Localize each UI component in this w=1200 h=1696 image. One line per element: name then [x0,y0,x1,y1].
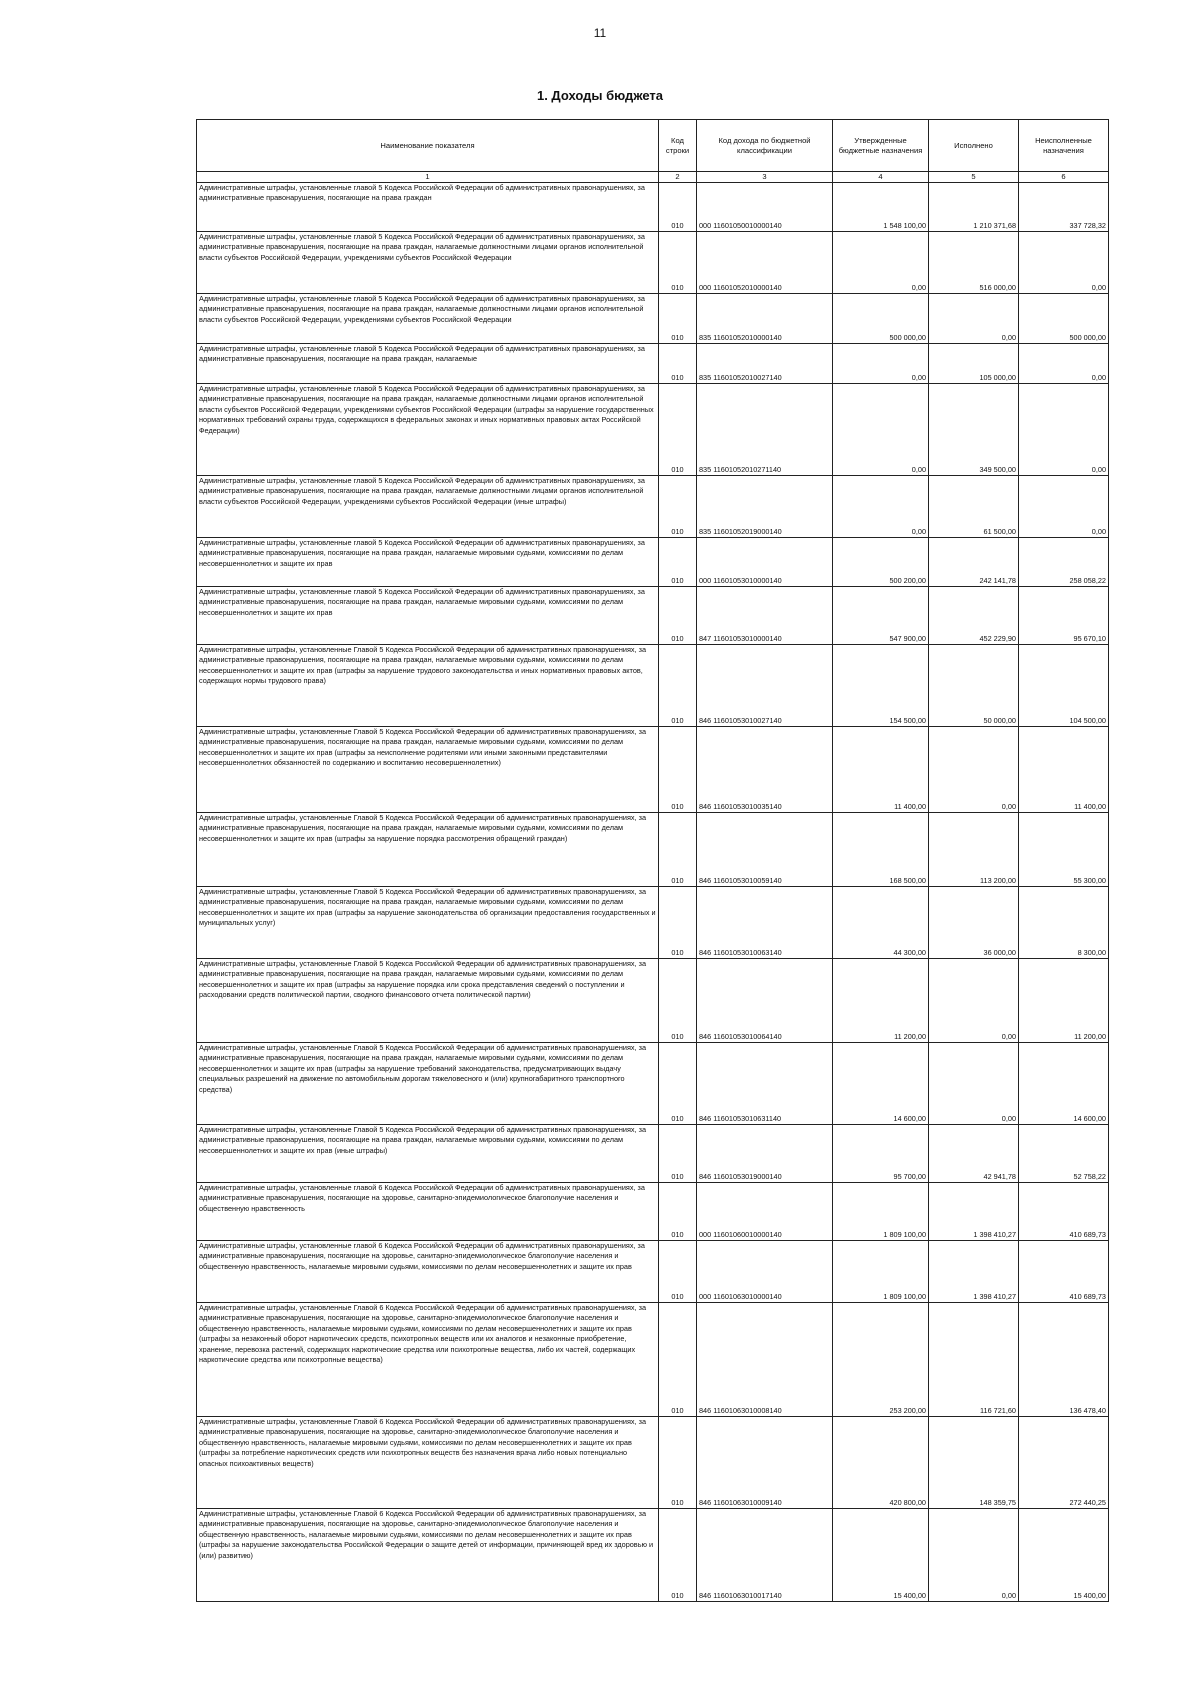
row-approved-cell: 44 300,00 [833,887,929,959]
row-unexecuted-cell: 410 689,73 [1019,1241,1109,1303]
table-row [197,1241,1109,1303]
row-name-cell: Административные штрафы, установленные главой 5 Кодекса Российской Федерации об административных правонарушениях, за административные правонарушения, посягающие на права граждан, налагаемые должностными лицами органов исполнительной власти субъектов Российской Федерации, учреждениями субъектов Российской Федерации (иные штрафы) [197,476,659,538]
row-classification-cell: 846 11601053010035140 [697,727,833,813]
row-classification-cell: 835 11601052010000140 [697,294,833,344]
header-executed: Исполнено [929,120,1019,172]
row-line-code-cell: 010 [659,727,697,813]
row-name-cell: Административные штрафы, установленные главой 6 Кодекса Российской Федерации об административных правонарушениях, за административные правонарушения, посягающие на здоровье, санитарно-эпидемиологическое благополучие населения и общественную нравственность [197,1183,659,1241]
row-approved-cell: 15 400,00 [833,1509,929,1602]
table-row [197,344,1109,384]
row-unexecuted-cell: 410 689,73 [1019,1183,1109,1241]
table-row [197,1417,1109,1509]
row-name-cell: Административные штрафы, установленные главой 5 Кодекса Российской Федерации об административных правонарушениях, за административные правонарушения, посягающие на права граждан, налагаемые должностными лицами органов исполнительной власти субъектов Российской Федерации, учреждениями субъектов Российской Федерации (штрафы за нарушение государственных нормативных требований охраны труда, содержащихся в федеральных законах и иных нормативных правовых актах Российской Федерации) [197,384,659,476]
row-name-cell: Административные штрафы, установленные главой 6 Кодекса Российской Федерации об административных правонарушениях, за административные правонарушения, посягающие на здоровье, санитарно-эпидемиологическое благополучие населения и общественную нравственность, налагаемые мировыми судьями, комиссиями по делам несовершеннолетних и защите их прав [197,1241,659,1303]
row-line-code-cell: 010 [659,645,697,727]
column-number: 5 [929,172,1019,183]
header-line-code: Код строки [659,120,697,172]
header-name: Наименование показателя [197,120,659,172]
row-approved-cell: 11 200,00 [833,959,929,1043]
row-name-cell: Административные штрафы, установленные Главой 5 Кодекса Российской Федерации об административных правонарушениях, за административные правонарушения, посягающие на права граждан, налагаемые мировыми судьями, комиссиями по делам несовершеннолетних и защите их прав (иные штрафы) [197,1125,659,1183]
row-approved-cell: 0,00 [833,384,929,476]
row-executed-cell: 0,00 [929,1509,1019,1602]
row-line-code-cell: 010 [659,232,697,294]
row-executed-cell: 1 210 371,68 [929,183,1019,232]
row-unexecuted-cell: 14 600,00 [1019,1043,1109,1125]
row-unexecuted-cell: 104 500,00 [1019,645,1109,727]
row-classification-cell: 846 11601063010017140 [697,1509,833,1602]
table-row [197,1303,1109,1417]
page-number: 11 [593,26,607,40]
row-approved-cell: 0,00 [833,344,929,384]
row-line-code-cell: 010 [659,813,697,887]
row-approved-cell: 168 500,00 [833,813,929,887]
row-executed-cell: 105 000,00 [929,344,1019,384]
row-classification-cell: 835 11601052010027140 [697,344,833,384]
row-unexecuted-cell: 258 058,22 [1019,538,1109,587]
table-row [197,1043,1109,1125]
column-number: 3 [697,172,833,183]
row-unexecuted-cell: 8 300,00 [1019,887,1109,959]
column-number: 6 [1019,172,1109,183]
row-classification-cell: 846 11601053010063140 [697,887,833,959]
row-line-code-cell: 010 [659,887,697,959]
row-classification-cell: 846 11601053019000140 [697,1125,833,1183]
table-row [197,727,1109,813]
row-line-code-cell: 010 [659,1417,697,1509]
row-executed-cell: 1 398 410,27 [929,1183,1019,1241]
row-line-code-cell: 010 [659,1043,697,1125]
row-classification-cell: 000 11601060010000140 [697,1183,833,1241]
row-classification-cell: 846 11601063010008140 [697,1303,833,1417]
row-name-cell: Административные штрафы, установленные Главой 5 Кодекса Российской Федерации об административных правонарушениях, за административные правонарушения, посягающие на права граждан, налагаемые мировыми судьями, комиссиями по делам несовершеннолетних и защите их прав (штрафы за нарушение порядка рассмотрения обращений граждан) [197,813,659,887]
row-executed-cell: 349 500,00 [929,384,1019,476]
row-line-code-cell: 010 [659,587,697,645]
row-line-code-cell: 010 [659,959,697,1043]
row-executed-cell: 113 200,00 [929,813,1019,887]
row-approved-cell: 0,00 [833,476,929,538]
table-row [197,384,1109,476]
row-name-cell: Административные штрафы, установленные Главой 6 Кодекса Российской Федерации об административных правонарушениях, за административные правонарушения, посягающие на здоровье, санитарно-эпидемиологическое благополучие населения и общественную нравственность, налагаемые мировыми судьями, комиссиями по делам несовершеннолетних и защите их прав (штрафы за нарушение законодательства Российской Федерации о защите детей от информации, причиняющей вред их здоровью и (или) развитию) [197,1509,659,1602]
header-classification-code: Код дохода по бюджетной классификации [697,120,833,172]
row-approved-cell: 500 200,00 [833,538,929,587]
table-row [197,538,1109,587]
document-title: 1. Доходы бюджета [536,88,664,103]
row-classification-cell: 846 11601053010059140 [697,813,833,887]
row-name-cell: Административные штрафы, установленные Главой 5 Кодекса Российской Федерации об административных правонарушениях, за административные правонарушения, посягающие на права граждан, налагаемые мировыми судьями, комиссиями по делам несовершеннолетних и защите их прав (штрафы за нарушение трудового законодательства и иных нормативных правовых актов, содержащих нормы трудового права) [197,645,659,727]
row-approved-cell: 1 809 100,00 [833,1183,929,1241]
row-unexecuted-cell: 95 670,10 [1019,587,1109,645]
row-classification-cell: 000 11601050010000140 [697,183,833,232]
row-name-cell: Административные штрафы, установленные главой 5 Кодекса Российской Федерации об административных правонарушениях, за административные правонарушения, посягающие на права граждан, налагаемые мировыми судьями, комиссиями по делам несовершеннолетних и защите их прав [197,538,659,587]
row-unexecuted-cell: 0,00 [1019,344,1109,384]
row-name-cell: Административные штрафы, установленные Главой 5 Кодекса Российской Федерации об административных правонарушениях, за административные правонарушения, посягающие на права граждан, налагаемые мировыми судьями, комиссиями по делам несовершеннолетних и защите их прав (штрафы за нарушение законодательства об организации предоставления государственных и муниципальных услуг) [197,887,659,959]
row-executed-cell: 0,00 [929,727,1019,813]
header-approved: Утвержденные бюджетные назначения [833,120,929,172]
row-approved-cell: 547 900,00 [833,587,929,645]
row-approved-cell: 11 400,00 [833,727,929,813]
row-line-code-cell: 010 [659,1183,697,1241]
row-line-code-cell: 010 [659,476,697,538]
row-classification-cell: 846 11601063010009140 [697,1417,833,1509]
column-numbers-row [197,172,1109,183]
row-approved-cell: 0,00 [833,232,929,294]
row-approved-cell: 1 548 100,00 [833,183,929,232]
row-line-code-cell: 010 [659,294,697,344]
table-row [197,887,1109,959]
row-classification-cell: 847 11601053010000140 [697,587,833,645]
table-row [197,1509,1109,1602]
row-unexecuted-cell: 52 758,22 [1019,1125,1109,1183]
row-name-cell: Административные штрафы, установленные главой 5 Кодекса Российской Федерации об административных правонарушениях, за административные правонарушения, посягающие на права граждан, налагаемые должностными лицами органов исполнительной власти субъектов Российской Федерации, учреждениями субъектов Российской Федерации [197,232,659,294]
row-unexecuted-cell: 11 400,00 [1019,727,1109,813]
row-executed-cell: 61 500,00 [929,476,1019,538]
row-approved-cell: 420 800,00 [833,1417,929,1509]
row-unexecuted-cell: 500 000,00 [1019,294,1109,344]
row-line-code-cell: 010 [659,344,697,384]
row-name-cell: Административные штрафы, установленные Главой 6 Кодекса Российской Федерации об административных правонарушениях, за административные правонарушения, посягающие на здоровье, санитарно-эпидемиологическое благополучие населения и общественную нравственность, налагаемые мировыми судьями, комиссиями по делам несовершеннолетних и защите их прав (штрафы за потребление наркотических средств или психотропных веществ без назначения врача либо новых потенциально опасных психоактивных веществ) [197,1417,659,1509]
table-row [197,1125,1109,1183]
row-classification-cell: 835 11601052019000140 [697,476,833,538]
row-unexecuted-cell: 337 728,32 [1019,183,1109,232]
row-approved-cell: 1 809 100,00 [833,1241,929,1303]
row-name-cell: Административные штрафы, установленные главой 5 Кодекса Российской Федерации об административных правонарушениях, за административные правонарушения, посягающие на права граждан [197,183,659,232]
table-row [197,959,1109,1043]
row-unexecuted-cell: 55 300,00 [1019,813,1109,887]
row-executed-cell: 116 721,60 [929,1303,1019,1417]
column-number: 1 [197,172,659,183]
table-row [197,645,1109,727]
row-unexecuted-cell: 136 478,40 [1019,1303,1109,1417]
table-header-row [197,120,1109,172]
row-classification-cell: 835 11601052010271140 [697,384,833,476]
row-classification-cell: 000 11601063010000140 [697,1241,833,1303]
row-classification-cell: 000 11601053010000140 [697,538,833,587]
row-line-code-cell: 010 [659,384,697,476]
row-executed-cell: 50 000,00 [929,645,1019,727]
table-row [197,294,1109,344]
header-unexecuted: Неисполненные назначения [1019,120,1109,172]
row-executed-cell: 452 229,90 [929,587,1019,645]
row-approved-cell: 95 700,00 [833,1125,929,1183]
table-row [197,813,1109,887]
row-executed-cell: 148 359,75 [929,1417,1019,1509]
row-approved-cell: 500 000,00 [833,294,929,344]
row-line-code-cell: 010 [659,1241,697,1303]
row-unexecuted-cell: 272 440,25 [1019,1417,1109,1509]
table-row [197,232,1109,294]
table-body [197,183,1109,1602]
row-approved-cell: 253 200,00 [833,1303,929,1417]
table-row [197,183,1109,232]
row-name-cell: Административные штрафы, установленные Главой 5 Кодекса Российской Федерации об административных правонарушениях, за административные правонарушения, посягающие на права граждан, налагаемые мировыми судьями, комиссиями по делам несовершеннолетних и защите их прав (штрафы за нарушение требований законодательства, предусматривающих выдачу специальных разрешений на движение по автомобильным дорогам тяжеловесного и (или) крупногабаритного транспортного средства) [197,1043,659,1125]
row-executed-cell: 36 000,00 [929,887,1019,959]
row-name-cell: Административные штрафы, установленные главой 5 Кодекса Российской Федерации об административных правонарушениях, за административные правонарушения, посягающие на права граждан, налагаемые [197,344,659,384]
row-unexecuted-cell: 0,00 [1019,384,1109,476]
revenue-table [196,119,1109,1602]
row-unexecuted-cell: 15 400,00 [1019,1509,1109,1602]
row-unexecuted-cell: 0,00 [1019,476,1109,538]
row-classification-cell: 846 11601053010631140 [697,1043,833,1125]
column-number: 4 [833,172,929,183]
row-executed-cell: 1 398 410,27 [929,1241,1019,1303]
row-executed-cell: 42 941,78 [929,1125,1019,1183]
row-classification-cell: 846 11601053010027140 [697,645,833,727]
row-name-cell: Административные штрафы, установленные главой 5 Кодекса Российской Федерации об административных правонарушениях, за административные правонарушения, посягающие на права граждан, налагаемые мировыми судьями, комиссиями по делам несовершеннолетних и защите их прав [197,587,659,645]
row-line-code-cell: 010 [659,1509,697,1602]
row-executed-cell: 516 000,00 [929,232,1019,294]
row-executed-cell: 242 141,78 [929,538,1019,587]
row-approved-cell: 154 500,00 [833,645,929,727]
row-line-code-cell: 010 [659,1125,697,1183]
row-executed-cell: 0,00 [929,294,1019,344]
row-line-code-cell: 010 [659,538,697,587]
row-approved-cell: 14 600,00 [833,1043,929,1125]
row-executed-cell: 0,00 [929,1043,1019,1125]
row-line-code-cell: 010 [659,1303,697,1417]
column-number: 2 [659,172,697,183]
row-name-cell: Административные штрафы, установленные Главой 6 Кодекса Российской Федерации об административных правонарушениях, за административные правонарушения, посягающие на здоровье, санитарно-эпидемиологическое благополучие населения и общественную нравственность, налагаемые мировыми судьями, комиссиями по делам несовершеннолетних и защите их прав (штрафы за незаконный оборот наркотических средств, психотропных веществ или их аналогов и незаконные приобретение, хранение, перевозка растений, содержащих наркотические средства или психотропные вещества, либо их частей, содержащих наркотические средства или психотропные вещества) [197,1303,659,1417]
row-name-cell: Административные штрафы, установленные главой 5 Кодекса Российской Федерации об административных правонарушениях, за административные правонарушения, посягающие на права граждан, налагаемые должностными лицами органов исполнительной власти субъектов Российской Федерации, учреждениями субъектов Российской Федерации [197,294,659,344]
table-row [197,587,1109,645]
table-row [197,476,1109,538]
row-name-cell: Административные штрафы, установленные Главой 5 Кодекса Российской Федерации об административных правонарушениях, за административные правонарушения, посягающие на права граждан, налагаемые мировыми судьями, комиссиями по делам несовершеннолетних и защите их прав (штрафы за нарушение порядка или срока представления сведений о поступлении и расходовании средств политической партии, сводного финансового отчета политической партии) [197,959,659,1043]
row-unexecuted-cell: 0,00 [1019,232,1109,294]
row-line-code-cell: 010 [659,183,697,232]
row-executed-cell: 0,00 [929,959,1019,1043]
row-classification-cell: 846 11601053010064140 [697,959,833,1043]
row-name-cell: Административные штрафы, установленные Главой 5 Кодекса Российской Федерации об административных правонарушениях, за административные правонарушения, посягающие на права граждан, налагаемые мировыми судьями, комиссиями по делам несовершеннолетних и защите их прав (штрафы за неисполнение родителями или иными законными представителями несовершеннолетних обязанностей по содержанию и воспитанию несовершеннолетних) [197,727,659,813]
row-unexecuted-cell: 11 200,00 [1019,959,1109,1043]
table-row [197,1183,1109,1241]
row-classification-cell: 000 11601052010000140 [697,232,833,294]
